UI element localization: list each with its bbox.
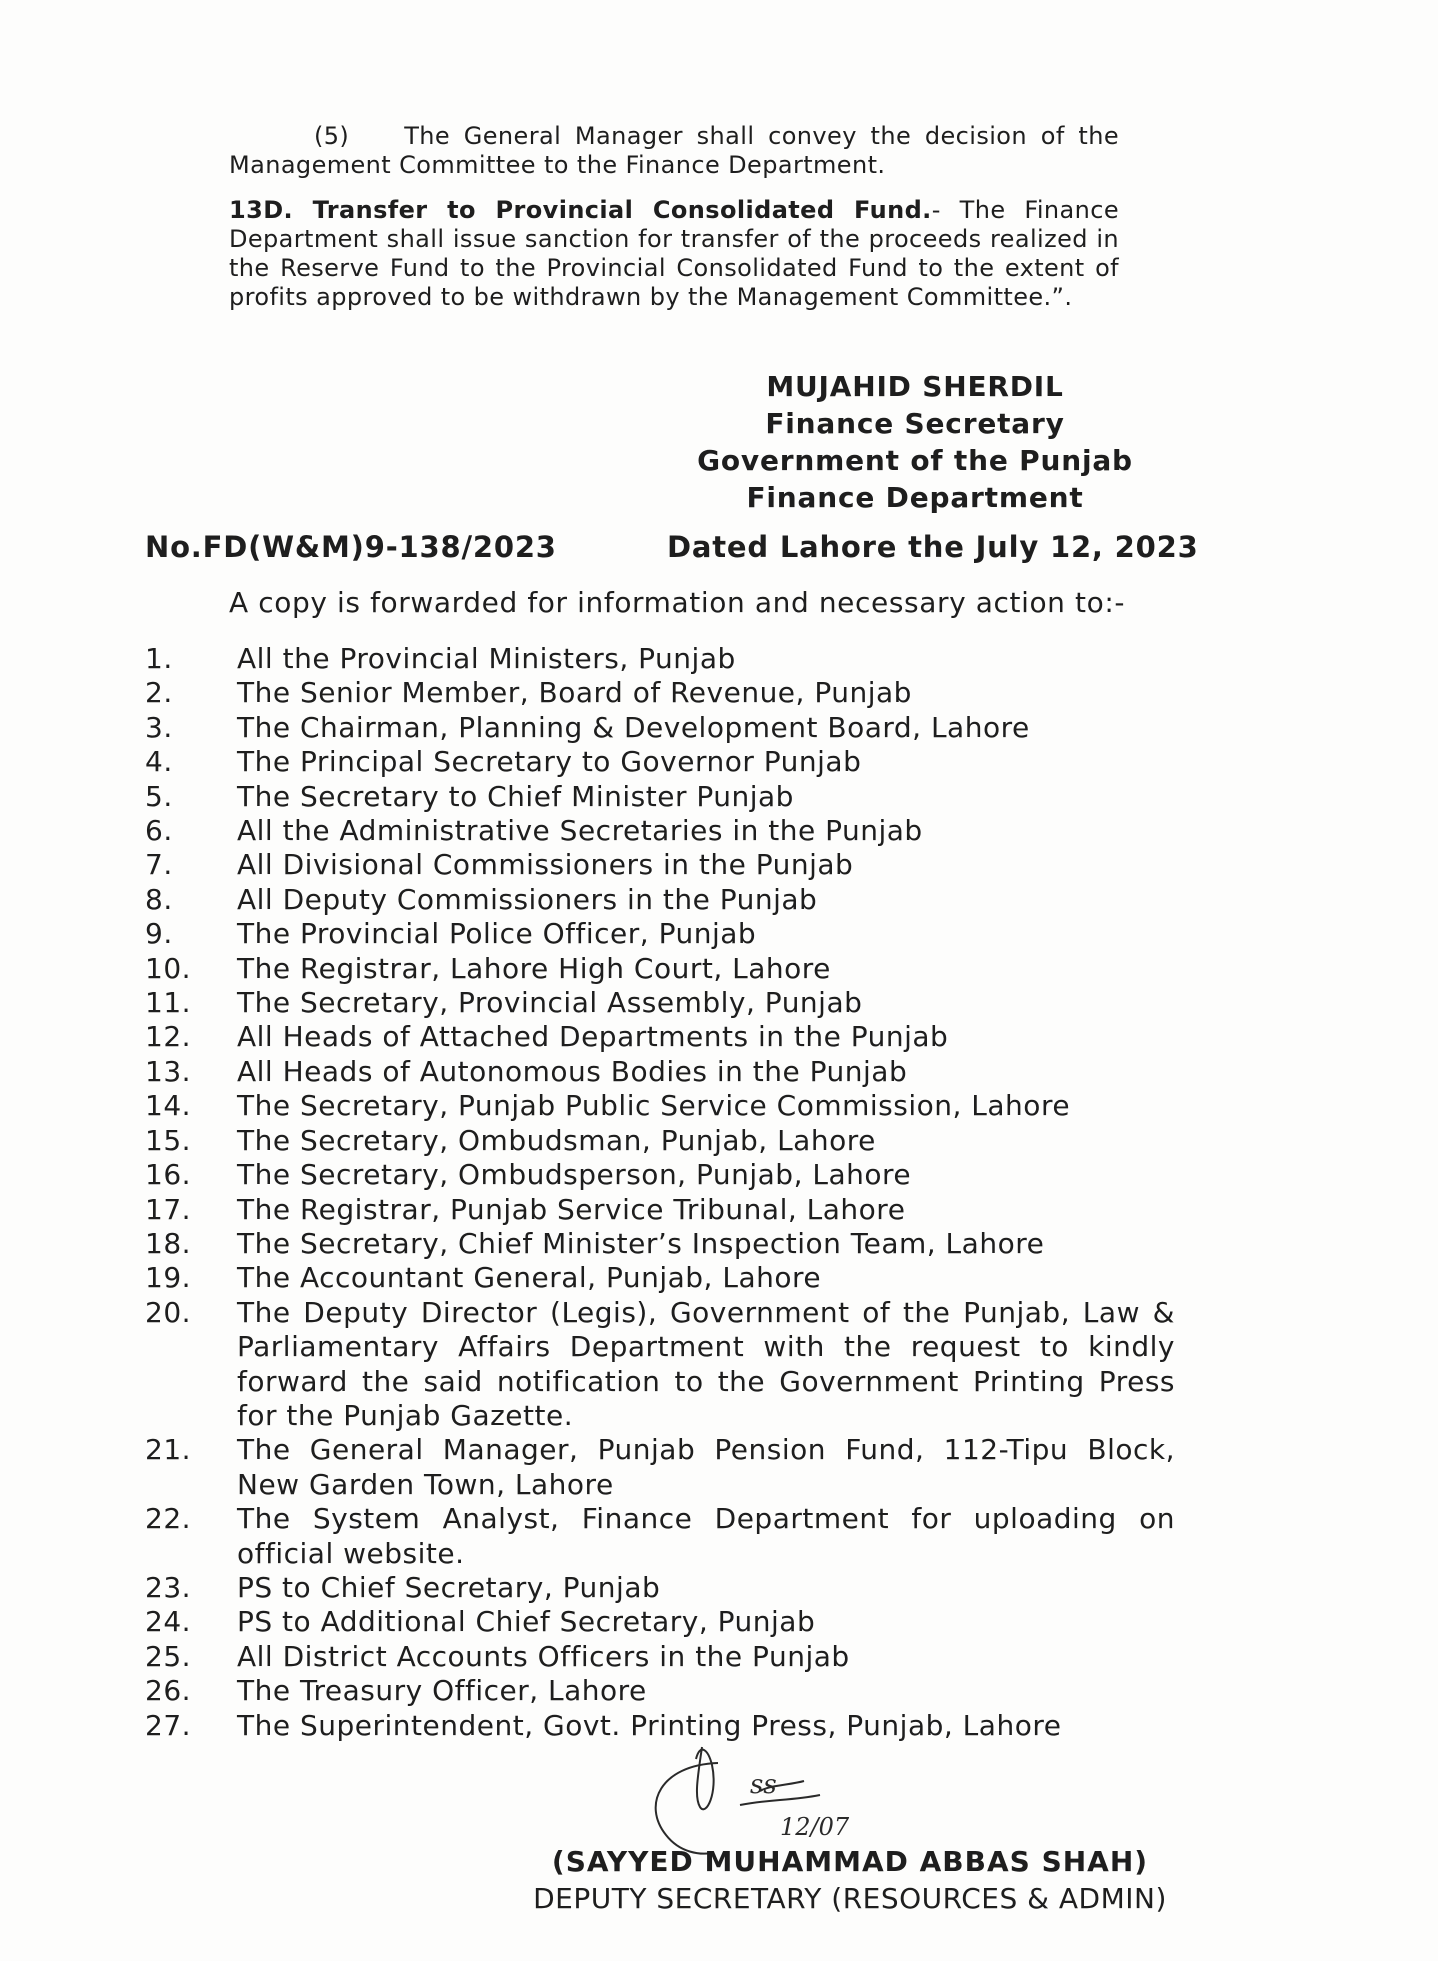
distribution-item-number: 1. [145,642,173,675]
distribution-item-text: All the Administrative Secretaries in the Punjab [237,814,923,848]
reference-row [145,530,1438,570]
distribution-item-text: The Accountant General, Punjab, Lahore [237,1261,822,1295]
distribution-item [145,642,1175,676]
issuer-block [640,368,1190,516]
distribution-list [145,642,1175,1743]
distribution-item [145,952,1175,986]
distribution-item-text: All Deputy Commissioners in the Punjab [237,882,818,916]
clause-13d [229,196,1119,312]
signature-initials: ss [750,1770,777,1800]
distribution-item [145,1055,1175,1089]
distribution-item-number: 6. [145,814,173,848]
distribution-item [145,1571,1175,1605]
distribution-item-text: The General Manager, Punjab Pension Fund, 112-Tipu Block, New Garden Town, Lahore [237,1433,1175,1501]
distribution-item [145,1261,1175,1295]
distribution-item-text: The Superintendent, Govt. Printing Press, Punjab, Lahore [237,1708,1062,1742]
distribution-item-text: The System Analyst, Finance Department for uploading on official website. [237,1502,1175,1570]
distribution-item-number: 13. [145,1054,192,1088]
clause-13d-heading: 13D. Transfer to Provincial Consolidated Fund. [229,196,932,224]
distribution-item-number: 11. [145,986,192,1020]
distribution-item [145,848,1175,882]
signature-loop [656,1763,718,1854]
distribution-item-text: The Chairman, Planning & Development Board, Lahore [237,710,1030,744]
issuer-name: MUJAHID SHERDIL [766,370,1064,403]
clause-13d-text: - The Finance Department shall issue sanction for transfer of the proceeds realized in the Reserve Fund to the Provincial Consolidated Fund to the extent of profits approved to be withdrawn by the Management Committee.”. [229,196,1119,311]
distribution-item-text: The Provincial Police Officer, Punjab [237,917,757,951]
distribution-item [145,676,1175,710]
distribution-item-text: The Secretary to Chief Minister Punjab [237,779,794,813]
distribution-item-number: 24. [145,1605,192,1639]
distribution-item-text: All the Provincial Ministers, Punjab [237,642,736,675]
distribution-item-number: 17. [145,1192,192,1226]
distribution-item [145,745,1175,779]
issuer-government: Government of the Punjab [697,444,1133,477]
distribution-item [145,1158,1175,1192]
distribution-item-number: 14. [145,1089,192,1123]
distribution-item-number: 18. [145,1226,192,1260]
distribution-item-number: 2. [145,676,173,710]
distribution-item-text: The Secretary, Ombudsman, Punjab, Lahore [237,1123,876,1157]
distribution-item [145,1089,1175,1123]
reference-date: Dated Lahore the July 12, 2023 [667,530,1199,564]
distribution-item-text: The Secretary, Provincial Assembly, Punjab [237,986,863,1020]
distribution-item-number: 25. [145,1639,192,1673]
distribution-item-number: 27. [145,1708,192,1742]
distribution-item [145,1640,1175,1674]
distribution-item-text: The Treasury Officer, Lahore [237,1674,647,1708]
distribution-item [145,883,1175,917]
distribution-item-number: 12. [145,1020,192,1054]
distribution-item-text: The Principal Secretary to Governor Punjab [237,745,862,779]
signer-title: DEPUTY SECRETARY (RESOURCES & ADMIN) [533,1882,1167,1915]
signature-date: 12/07 [780,1813,850,1841]
distribution-item-number: 10. [145,951,192,985]
distribution-item [145,780,1175,814]
distribution-item-number: 3. [145,710,173,744]
signer-name: (SAYYED MUHAMMAD ABBAS SHAH) [551,1845,1149,1878]
distribution-item [145,814,1175,848]
distribution-item-text: PS to Additional Chief Secretary, Punjab [237,1605,816,1639]
signature-stroke [696,1747,714,1809]
forward-line: A copy is forwarded for information and necessary action to:- [229,586,1126,619]
distribution-item-number: 5. [145,779,173,813]
distribution-item-number: 21. [145,1433,192,1467]
distribution-item-text: The Registrar, Lahore High Court, Lahore [237,951,831,985]
distribution-item-text: The Secretary, Punjab Public Service Commission, Lahore [237,1089,1071,1123]
distribution-item-text: All Heads of Autonomous Bodies in the Punjab [237,1054,908,1088]
clause-5-text: The General Manager shall convey the decision of the Management Committee to the Finance Department. [229,122,1120,179]
distribution-item [145,1193,1175,1227]
distribution-item-text: The Secretary, Ombudsperson, Punjab, Lahore [237,1158,912,1192]
distribution-item-number: 23. [145,1570,192,1604]
distribution-item-number: 4. [145,745,173,779]
distribution-item-text: The Secretary, Chief Minister’s Inspection Team, Lahore [237,1226,1045,1260]
distribution-item-number: 16. [145,1158,192,1192]
distribution-item-text: All Divisional Commissioners in the Punjab [237,848,854,882]
clause-5 [229,122,1119,180]
reference-number: No.FD(W&M)9-138/2023 [145,530,557,564]
distribution-item [145,711,1175,745]
distribution-item-text: The Registrar, Punjab Service Tribunal, Lahore [237,1192,906,1226]
distribution-item [145,1020,1175,1054]
distribution-item-number: 19. [145,1261,192,1295]
distribution-item [145,1674,1175,1708]
distribution-item-text: The Senior Member, Board of Revenue, Punjab [237,676,912,710]
distribution-item-number: 8. [145,882,173,916]
distribution-item-number: 15. [145,1123,192,1157]
distribution-item-text: PS to Chief Secretary, Punjab [237,1570,661,1604]
distribution-item [145,917,1175,951]
distribution-item-number: 7. [145,848,173,882]
signer-block [500,1843,1200,1917]
distribution-item-text: All Heads of Attached Departments in the Punjab [237,1020,949,1054]
issuer-department: Finance Department [746,481,1084,514]
distribution-item-number: 26. [145,1674,192,1708]
issuer-designation: Finance Secretary [765,407,1065,440]
distribution-item-text: All District Accounts Officers in the Punjab [237,1639,850,1673]
distribution-item-number: 9. [145,917,173,951]
distribution-item-number: 20. [145,1295,192,1329]
distribution-item [145,1227,1175,1261]
distribution-item [145,1296,1175,1434]
distribution-item-number: 22. [145,1502,192,1536]
distribution-item [145,1605,1175,1639]
distribution-item [145,1124,1175,1158]
distribution-item [145,986,1175,1020]
distribution-item [145,1502,1175,1571]
clause-5-number: (5) [314,122,350,150]
distribution-item-text: The Deputy Director (Legis), Government of the Punjab, Law & Parliamentary Affairs Department with the request to kindly forward the said notification to the Government Printing Press for the Punjab Gazette. [237,1295,1175,1432]
distribution-item [145,1433,1175,1502]
